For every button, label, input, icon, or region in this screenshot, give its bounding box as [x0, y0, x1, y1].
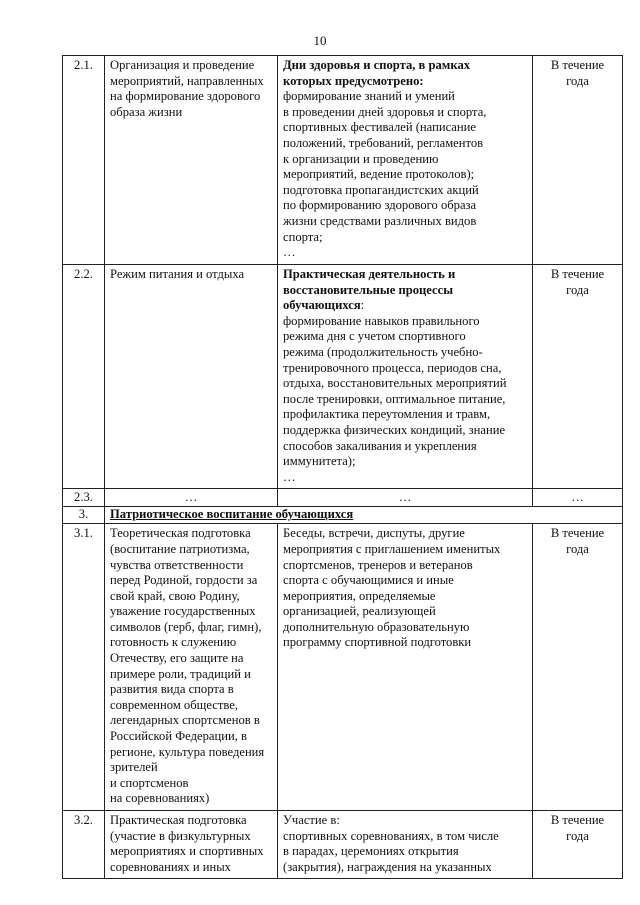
row-number: 2.1.: [63, 56, 105, 265]
text-line: В течение: [550, 813, 605, 827]
text-line: чувства ответственности: [110, 557, 244, 572]
text-line: мероприятий, направленных: [110, 73, 264, 88]
row-content: [278, 56, 533, 265]
table-row: [63, 524, 623, 811]
text-line: В течение: [550, 526, 605, 541]
text-line: легендарных спортсменов в: [110, 713, 260, 728]
text-line: зрителей: [110, 760, 158, 775]
text-line: Теоретическая подготовка: [110, 526, 251, 541]
text-line: Отечеству, его защите на: [110, 651, 244, 666]
text-line: Беседы, встречи, диспуты, другие: [283, 526, 465, 541]
row-content: …: [278, 489, 533, 507]
row-title: [105, 811, 278, 879]
text-line: Участие в:: [283, 813, 340, 827]
table-row: [63, 265, 623, 489]
text-line: регионе, культура поведения: [110, 744, 265, 759]
text-line: подготовка пропагандистских акций: [283, 182, 479, 197]
plan-table: [62, 55, 623, 879]
text-line: положений, требований, регламентов: [283, 135, 484, 150]
text-line: спортсменов, тренеров и ветеранов: [283, 557, 473, 572]
text-line: …: [283, 469, 296, 484]
text-line: современном обществе,: [110, 697, 238, 712]
text-line: спортивных соревнованиях, в том числе: [283, 828, 499, 843]
text-line: способов закаливания и укрепления: [283, 438, 477, 453]
text-line: (закрытия), награждения на указанных: [283, 859, 492, 874]
section-title: [105, 507, 623, 524]
table-row: [63, 56, 623, 265]
text-line: на формирование здорового: [110, 89, 261, 104]
row-time: [533, 524, 623, 811]
row-title: …: [105, 489, 278, 507]
text-line: после тренировки, оптимальное питание,: [283, 391, 506, 406]
text-line: мероприятиях и спортивных: [110, 844, 264, 859]
text-line: свой край, свою Родину,: [110, 588, 240, 603]
text-line: дополнительную образовательную: [283, 619, 470, 634]
section-title-text: Патриотическое воспитание обучающихся: [110, 507, 354, 522]
text-line: соревнованиях и иных: [110, 859, 231, 874]
text-line: режима (продолжительность учебно-: [283, 344, 483, 359]
text-line: в парадах, церемониях открытия: [283, 844, 459, 859]
text-line: Российской Федерации, в: [110, 729, 247, 744]
text-line: формирование навыков правильного: [283, 313, 480, 328]
text-line: и спортсменов: [110, 775, 189, 790]
text-line: В течение: [550, 267, 605, 281]
text-line: организацией, реализующей: [283, 604, 436, 619]
row-content: [278, 524, 533, 811]
row-number: 2.3.: [63, 489, 105, 507]
text-line: формирование знаний и умений: [283, 89, 455, 104]
row-time: …: [533, 489, 623, 507]
row-title: [105, 524, 278, 811]
text-line: профилактика переутомления и травм,: [283, 407, 491, 422]
text-line: Практическая подготовка: [110, 813, 247, 827]
section-number: 3.: [63, 507, 105, 524]
text-line: Режим питания и отдыха: [110, 267, 245, 281]
text-line: в проведении дней здоровья и спорта,: [283, 104, 487, 119]
text-line: примере роли, традиций и: [110, 666, 251, 681]
text-line: мероприятий, ведение протоколов);: [283, 167, 475, 182]
text-line: (участие в физкультурных: [110, 828, 251, 843]
row-time: [533, 811, 623, 879]
text-line: мероприятия, определяемые: [283, 588, 436, 603]
text-line: к организации и проведению: [283, 151, 439, 166]
row-number: 3.2.: [63, 811, 105, 879]
colon: :: [360, 298, 365, 313]
row-content: [278, 811, 533, 879]
text-line: поддержка физических кондиций, знание: [283, 422, 506, 437]
text-line: восстановительные процессы: [283, 282, 454, 297]
row-time: [533, 265, 623, 489]
text-line: на соревнованиях): [110, 791, 210, 806]
text-line: символов (герб, флаг, гимн),: [110, 619, 262, 634]
row-title: [105, 265, 278, 489]
text-line: Практическая деятельность и: [283, 267, 456, 281]
text-line: режима дня с учетом спортивного: [283, 329, 466, 344]
text-line: Дни здоровья и спорта, в рамках: [283, 58, 471, 72]
text-line: готовность к служению: [110, 635, 237, 650]
text-line: образа жизни: [110, 104, 183, 119]
row-content: [278, 265, 533, 489]
text-line: года: [566, 541, 589, 556]
text-line: мероприятия с приглашением именитых: [283, 541, 501, 556]
table-row: [63, 811, 623, 879]
text-line: иммунитета);: [283, 454, 356, 469]
text-line: спорта с обучающимися и иные: [283, 573, 454, 588]
text-line: (воспитание патриотизма,: [110, 541, 250, 556]
row-title: [105, 56, 278, 265]
text-line: года: [566, 828, 589, 843]
text-line: обучающихся: [283, 298, 361, 313]
text-line: перед Родиной, гордости за: [110, 573, 258, 588]
row-time: [533, 56, 623, 265]
text-line: по формированию здорового образа: [283, 198, 477, 213]
table-row: [63, 489, 623, 507]
row-number: 3.1.: [63, 524, 105, 811]
text-line: спортивных фестивалей (написание: [283, 120, 476, 135]
text-line: жизни средствами различных видов: [283, 213, 477, 228]
text-line: спорта;: [283, 229, 323, 244]
text-line: развития вида спорта в: [110, 682, 234, 697]
text-line: программу спортивной подготовки: [283, 635, 472, 650]
text-line: отдыха, восстановительных мероприятий: [283, 376, 507, 391]
text-line: Организация и проведение: [110, 58, 255, 72]
text-line: уважение государственных: [110, 604, 256, 619]
text-line: …: [283, 245, 296, 260]
section-row: [63, 507, 623, 524]
text-line: года: [566, 282, 589, 297]
text-line: тренировочного процесса, периодов сна,: [283, 360, 502, 375]
row-number: 2.2.: [63, 265, 105, 489]
page-number: 10: [313, 33, 327, 48]
text-line: В течение: [550, 58, 605, 72]
text-line: которых предусмотрено:: [283, 73, 424, 88]
text-line: года: [566, 73, 589, 88]
